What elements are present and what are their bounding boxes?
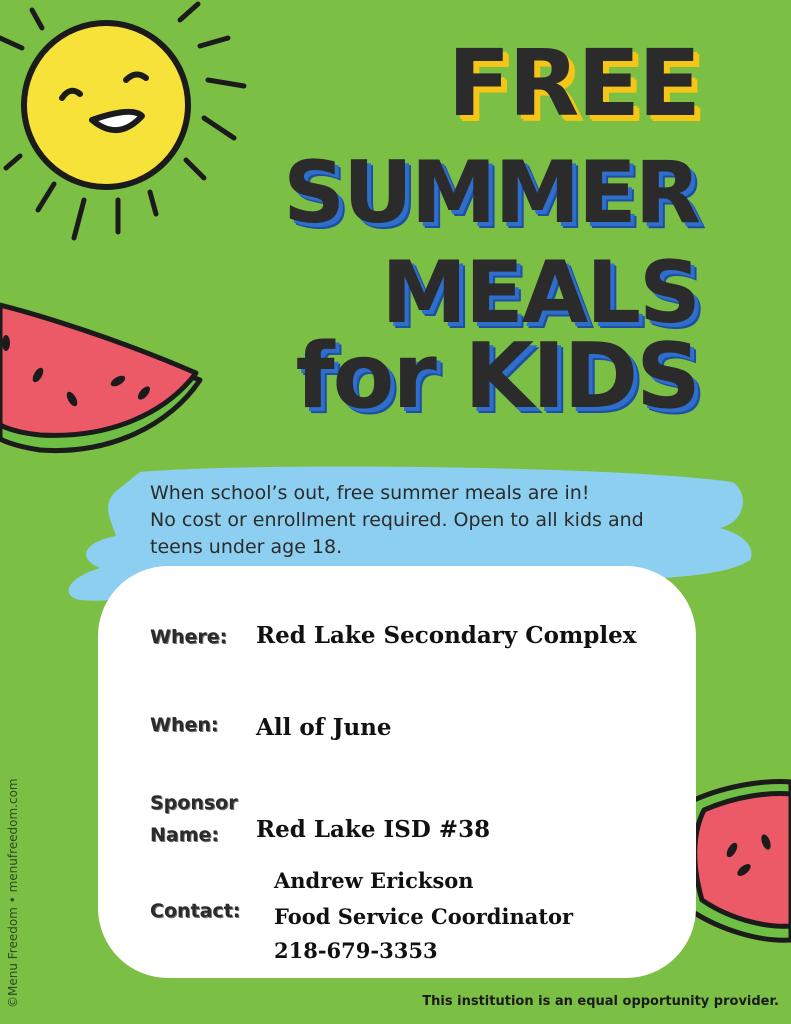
headline-meals: MEALS (381, 243, 699, 343)
sponsor-label-line-1: Sponsor (150, 792, 238, 814)
details-card (98, 566, 696, 978)
intro-line-1: When school’s out, free summer meals are in! (150, 482, 590, 504)
contact-phone: 218-679-3353 (274, 938, 438, 963)
watermelon-slice-icon (680, 770, 791, 950)
when-label: When: (150, 714, 219, 736)
headline-for-kids: for KIDS (295, 324, 699, 429)
headline-summer: SUMMER (283, 143, 699, 243)
where-value: Red Lake Secondary Complex (256, 622, 637, 649)
equal-opportunity-footer: This institution is an equal opportunity provider. (422, 994, 779, 1009)
intro-line-2: No cost or enrollment required. Open to all kids and (150, 509, 644, 531)
contact-name: Andrew Erickson (274, 868, 474, 893)
sponsor-value: Red Lake ISD #38 (256, 816, 491, 843)
where-label: Where: (150, 626, 228, 648)
smiling-sun-icon (0, 0, 250, 250)
contact-label: Contact: (150, 900, 241, 922)
intro-line-3: teens under age 18. (150, 536, 343, 558)
headline-free: FREE (447, 30, 699, 137)
sponsor-label-line-2: Name: (150, 824, 220, 846)
watermelon-slice-icon (0, 295, 220, 465)
copyright-credit: ©Menu Freedom • menufreedom.com (6, 778, 20, 1008)
intro-text (150, 480, 730, 561)
contact-title: Food Service Coordinator (274, 904, 574, 929)
when-value: All of June (256, 714, 392, 741)
